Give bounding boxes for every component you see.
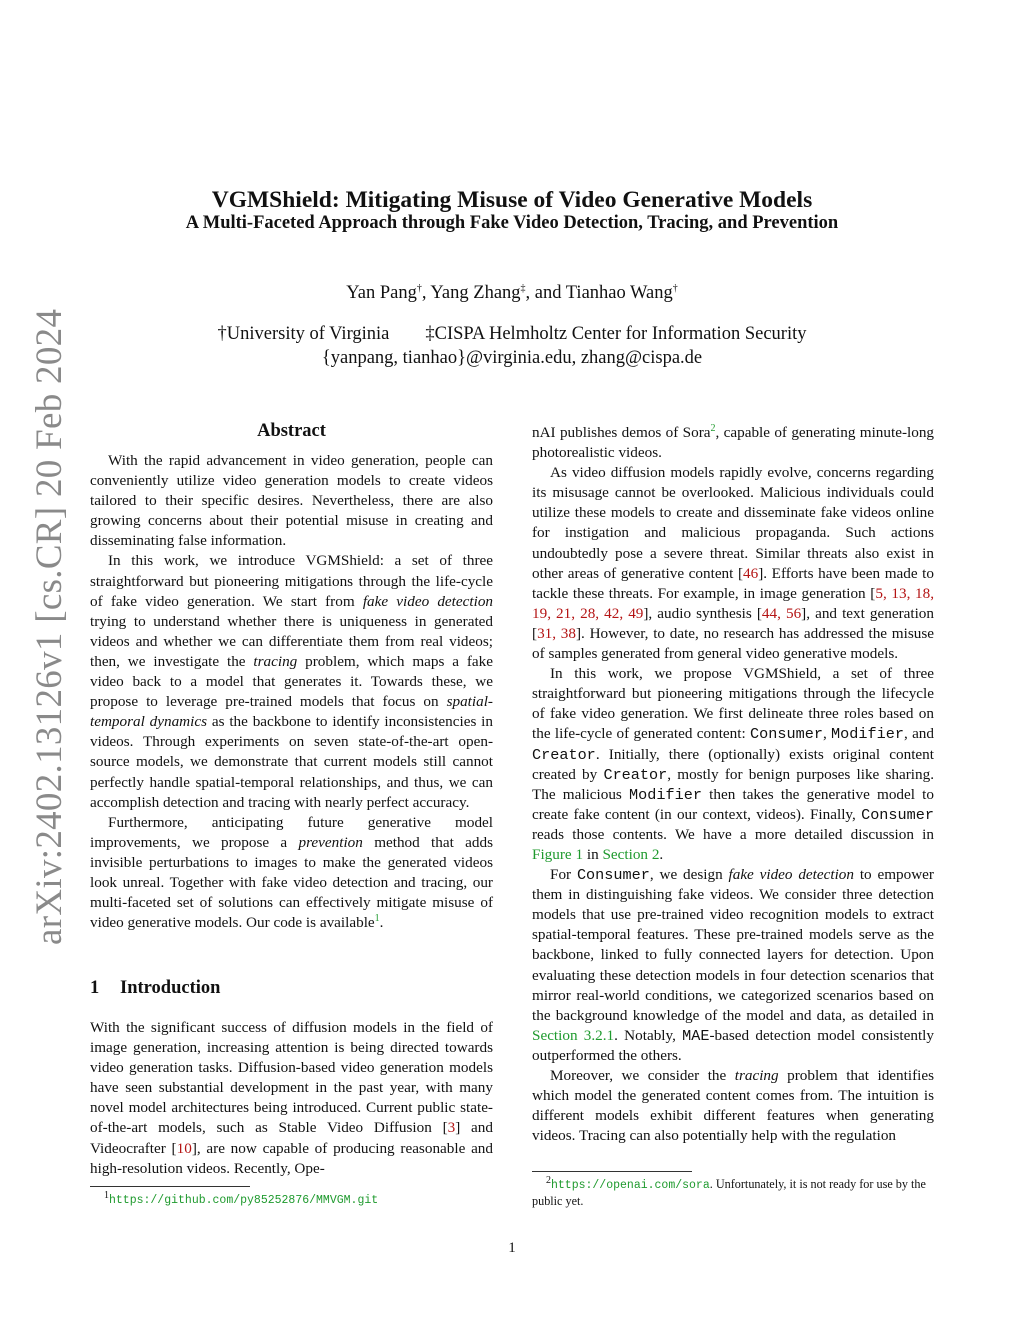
citation-link[interactable]: 44, 56 — [761, 604, 802, 622]
footnote-1: $^1$https://github.com/py85252876/MMVGM.git — [104, 1189, 379, 1207]
right-column-body — [532, 423, 934, 1146]
role-consumer: Consumer — [750, 725, 823, 744]
affiliation-mark: ‡ — [520, 282, 526, 294]
paper-title: VGMShield: Mitigating Misuse of Video Generative Models — [211, 187, 813, 213]
citation-link[interactable]: 46 — [743, 564, 759, 582]
affiliations — [90, 322, 934, 370]
affiliation-uva: †University of Virginia — [217, 324, 390, 344]
role-modifier: Modifier — [831, 725, 904, 744]
section-title: Introduction — [120, 978, 221, 998]
abstract-body — [90, 451, 493, 933]
author-name: , Yang Zhang — [421, 283, 521, 303]
author-emails: {yanpang, tianhao}@virginia.edu, zhang@cispa.de — [321, 348, 703, 368]
intro-body — [90, 1018, 493, 1179]
section-link[interactable]: Section 3.2.1 — [532, 1026, 615, 1044]
figure-link[interactable]: Figure 1 — [532, 845, 584, 863]
footnote-url-link[interactable]: https://github.com/py85252876/MMVGM.git — [109, 1194, 379, 1207]
paper-subtitle: A Multi-Faceted Approach through Fake Video Detection, Tracing, and Prevention — [185, 213, 839, 233]
abstract-heading: Abstract — [257, 421, 326, 441]
abstract-paragraph: Furthermore, anticipating future generative model improvements, we propose a prevention method that adds invisible perturbations to images to make the generated videos look unreal. Together with fake video detection and tracing, our multi-faceted set of solutions can effectively mitigate misuse of video generative models. Our code is available$^1$. — [90, 813, 493, 932]
footnote-divider — [90, 1186, 250, 1187]
section-number: 1 — [90, 978, 100, 998]
author-name: , and Tianhao Wang — [525, 283, 673, 303]
footnote-divider — [532, 1171, 692, 1172]
citation-link[interactable]: 5, 13, 18, 19, 21, 28, 42, 49 — [532, 584, 934, 622]
arxiv-identifier: arXiv:2402.13126v1 [cs.CR] 20 Feb 2024 — [29, 308, 70, 945]
body-paragraph: In this work, we propose VGMShield, a set of three straightforward but pioneering mitigations through the lifecycle of fake video generation. We first delineate three roles based on the life-cycle of generated content: Consumer, Modifier, and Creator. Initially, there (optionally) exists original content created by Creator, mostly for benign purposes like sharing. The malicious Modifier then takes the generative model to create fake content (in our context, videos). Finally, Consumer reads those contents. We have a more detailed discussion in Figure 1 in Section 2. — [532, 665, 934, 863]
author-name: Yan Pang — [346, 283, 417, 303]
model-mae: MAE — [682, 1026, 710, 1045]
citation-link[interactable]: 31, 38 — [537, 624, 576, 642]
body-paragraph: For Consumer, we design fake video detection to empower them in distinguishing fake videos. We consider three detection models that use pre-trained video recognition models to extract spatial-temporal features. These pre-trained models serve as the backbone, linked to fully connected layers for detection. Upon evaluating these detection models in four detection scenarios that mirror real-world conditions, we categorized scenarios based on the background knowledge of the model and data, as detailed in Section 3.2.1. Notably, MAE-based detection model consistently outperformed the others. — [532, 866, 934, 1064]
abstract-paragraph: With the rapid advancement in video generation, people can conveniently utilize video generation models to create videos tailored to their specific desires. Nevertheless, there are also growing concerns about their potential misuse in creating and disseminating false information. — [90, 452, 493, 550]
affiliation-cispa: ‡CISPA Helmholtz Center for Information Security — [425, 324, 807, 344]
role-modifier: Modifier — [629, 785, 702, 804]
body-paragraph: Moreover, we consider the tracing problem that identifies which model the generated content comes from. The intuition is different models exhibit different features when generating videos. Tracing can also potentially help with the regulation — [532, 1067, 934, 1145]
section-heading — [90, 978, 220, 999]
footnote-ref-link[interactable]: 1 — [374, 913, 380, 925]
affiliation-mark: † — [416, 282, 422, 294]
body-paragraph: As video diffusion models rapidly evolve, concerns regarding its misusage cannot be overlooked. Malicious individuals could utilize these models to create and disseminate fake videos online for instigation and malicious propaganda. Such actions undoubtedly pose a severe threat. Similar threats also exist in other areas of generative content [46]. Efforts have been made to tackle these threats. For example, in image generation [5, 13, 18, 19, 21, 28, 42, 49], audio synthesis [44, 56], and text generation [31, 38]. However, to date, no research has addressed the misuse of samples generated from general video generative models. — [532, 464, 934, 663]
role-creator: Creator — [603, 765, 668, 784]
role-creator: Creator — [532, 745, 596, 764]
role-consumer: Consumer — [861, 805, 934, 824]
footnote-url-link[interactable]: https://openai.com/sora — [551, 1179, 710, 1192]
footnote-ref-link[interactable]: 2 — [710, 422, 716, 434]
section-link[interactable]: Section 2 — [602, 845, 660, 863]
page-number: 1 — [508, 1240, 516, 1256]
footnote-2: $^2$https://openai.com/sora. Unfortunately, it is not ready for use by the public yet. — [532, 1174, 926, 1208]
author-list — [90, 283, 934, 304]
role-consumer: Consumer — [576, 866, 650, 885]
citation-link[interactable]: 10 — [176, 1139, 192, 1157]
affiliation-mark: † — [672, 282, 678, 294]
intro-paragraph: With the significant success of diffusion models in the field of image generation, increasing attention is being directed towards video generation tasks. Diffusion-based video generation models have seen substantial development in the past year, with many novel model architectures being introduced. Current public state-of-the-art models, such as Stable Video Diffusion [3] and Videocrafter [10], are now capable of producing reasonable and high-resolution videos. Recently, Ope- — [90, 1019, 493, 1177]
body-paragraph: nAI publishes demos of Sora$^2$, capable of generating minute-long photorealistic videos. — [532, 422, 935, 462]
abstract-paragraph: In this work, we introduce VGMShield: a set of three straightforward but pioneering mitigations through the life-cycle of fake video generation. We start from fake video detection trying to understand whether there is uniqueness in generated videos and whether we can differentiate them from real videos; then, we investigate the tracing problem, which maps a fake video back to a model that generates it. Towards these, we propose to leverage pre-trained models that focus on spatial-temporal dynamics as the backbone to identify inconsistencies in videos. Through experiments on seven state-of-the-art open-source models, we demonstrate that current models still cannot perfectly handle spatial-temporal relationships, and thus, we can accomplish detection and tracing with nearly perfect accuracy. — [90, 552, 494, 811]
citation-link[interactable]: 3 — [447, 1119, 456, 1137]
